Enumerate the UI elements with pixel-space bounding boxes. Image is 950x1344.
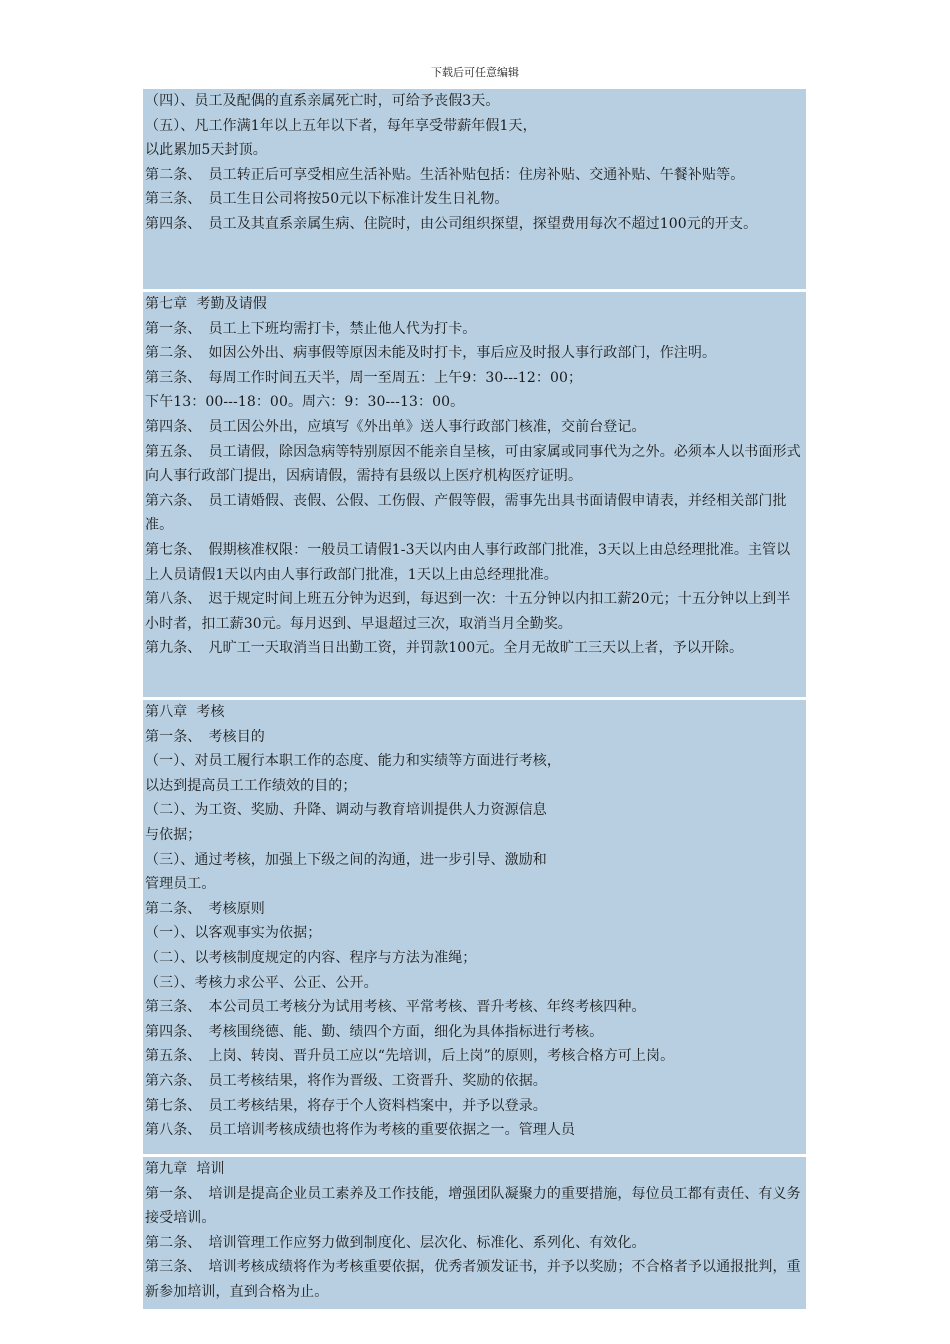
text-line: 第四条、 员工因公外出，应填写《外出单》送人事行政部门核准，交前台登记。 bbox=[145, 418, 646, 435]
text-line: 与依据； bbox=[145, 826, 202, 843]
text-line: 第二条、 员工转正后可享受相应生活补贴。生活补贴包括：住房补贴、交通补贴、午餐补贴等。 bbox=[145, 166, 745, 183]
text-line: （三）、通过考核，加强上下级之间的沟通，进一步引导、激励和 bbox=[145, 851, 547, 868]
text-line: 第一条、 考核目的 bbox=[145, 728, 265, 745]
text-block-leave-benefits bbox=[143, 89, 806, 289]
text-line: （一）、对员工履行本职工作的态度、能力和实绩等方面进行考核， bbox=[145, 753, 561, 770]
text-line: 以此累加5天封顶。 bbox=[145, 142, 267, 159]
page-header: 下载后可任意编辑 bbox=[431, 66, 519, 79]
text-block-chapter-9-training bbox=[143, 1157, 806, 1309]
text-line: 第一条、 员工上下班均需打卡，禁止他人代为打卡。 bbox=[145, 320, 477, 337]
text-line: 第二条、 培训管理工作应努力做到制度化、层次化、标准化、系列化、有效化。 bbox=[145, 1234, 646, 1251]
document-body bbox=[143, 89, 806, 1312]
text-line: 第一条、 培训是提高企业员工素养及工作技能，增强团队凝聚力的重要措施，每位员工都有责任、有义务接受培训。 bbox=[145, 1185, 801, 1227]
text-line: 第三条、 每周工作时间五天半，周一至周五：上午9：30---12：00； bbox=[145, 369, 583, 386]
text-line: 第九条、 凡旷工一天取消当日出勤工资，并罚款100元。全月无故旷工三天以上者，予以开除。 bbox=[145, 640, 744, 657]
text-line: 第七条、 员工考核结果，将存于个人资料档案中，并予以登录。 bbox=[145, 1097, 547, 1114]
text-line: 管理员工。 bbox=[145, 876, 216, 893]
text-line: 第六条、 员工考核结果，将作为晋级、工资晋升、奖励的依据。 bbox=[145, 1072, 547, 1089]
chapter-heading: 第九章 培训 bbox=[145, 1161, 225, 1177]
text-line: （二）、为工资、奖励、升降、调动与教育培训提供人力资源信息 bbox=[145, 802, 547, 819]
text-line: 第七条、 假期核准权限：一般员工请假1-3天以内由人事行政部门批准，3天以上由总经理批准。主管以上人员请假1天以内由人事行政部门批准，1天以上由总经理批准。 bbox=[145, 541, 791, 583]
text-line: 第五条、 员工请假，除因急病等特别原因不能亲自呈核，可由家属或同事代为之外。必须本人以书面形式向人事行政部门提出，因病请假，需持有县级以上医疗机构医疗证明。 bbox=[145, 443, 801, 485]
text-line: （四）、员工及配偶的直系亲属死亡时，可给予丧假3天。 bbox=[145, 93, 500, 109]
text-line: 第四条、 考核围绕德、能、勤、绩四个方面，细化为具体指标进行考核。 bbox=[145, 1023, 604, 1040]
text-block-chapter-7-attendance bbox=[143, 292, 806, 697]
text-line: （五）、凡工作满1年以上五年以下者，每年享受带薪年假1天， bbox=[145, 117, 537, 134]
text-line: 第二条、 考核原则 bbox=[145, 900, 265, 917]
text-line: （一）、以客观事实为依据； bbox=[145, 925, 322, 942]
text-line: 下午13：00---18：00。周六：9：30---13：00。 bbox=[145, 394, 465, 411]
text-line: 第八条、 员工培训考核成绩也将作为考核的重要依据之一。管理人员 bbox=[145, 1122, 576, 1139]
text-line: 第六条、 员工请婚假、丧假、公假、工伤假、产假等假，需事先出具书面请假申请表，并经相关部门批准。 bbox=[145, 492, 787, 534]
text-line: （二）、以考核制度规定的内容、程序与方法为准绳； bbox=[145, 949, 477, 966]
text-line: 第四条、 员工及其直系亲属生病、住院时，由公司组织探望，探望费用每次不超过100元的开支。 bbox=[145, 215, 758, 232]
chapter-heading: 第七章 考勤及请假 bbox=[145, 296, 267, 312]
text-line: 第三条、 员工生日公司将按50元以下标准计发生日礼物。 bbox=[145, 191, 509, 208]
text-line: （三）、考核力求公平、公正、公开。 bbox=[145, 974, 378, 991]
text-block-chapter-8-assessment bbox=[143, 700, 806, 1154]
text-line: 第五条、 上岗、转岗、晋升员工应以“先培训，后上岗”的原则，考核合格方可上岗。 bbox=[145, 1048, 675, 1065]
text-line: 第八条、 迟于规定时间上班五分钟为迟到，每迟到一次：十五分钟以内扣工薪20元；十五分钟以上到半小时者，扣工薪30元。每月迟到、早退超过三次，取消当月全勤奖。 bbox=[145, 591, 791, 632]
chapter-heading: 第八章 考核 bbox=[145, 704, 225, 720]
text-line: 以达到提高员工工作绩效的目的； bbox=[145, 777, 357, 794]
text-line: 第二条、 如因公外出、病事假等原因未能及时打卡，事后应及时报人事行政部门，作注明。 bbox=[145, 345, 717, 362]
text-line: 第三条、 本公司员工考核分为试用考核、平常考核、晋升考核、年终考核四种。 bbox=[145, 999, 646, 1016]
text-line: 第三条、 培训考核成绩将作为考核重要依据，优秀者颁发证书，并予以奖励；不合格者予以通报批判，重新参加培训，直到合格为止。 bbox=[145, 1259, 801, 1300]
